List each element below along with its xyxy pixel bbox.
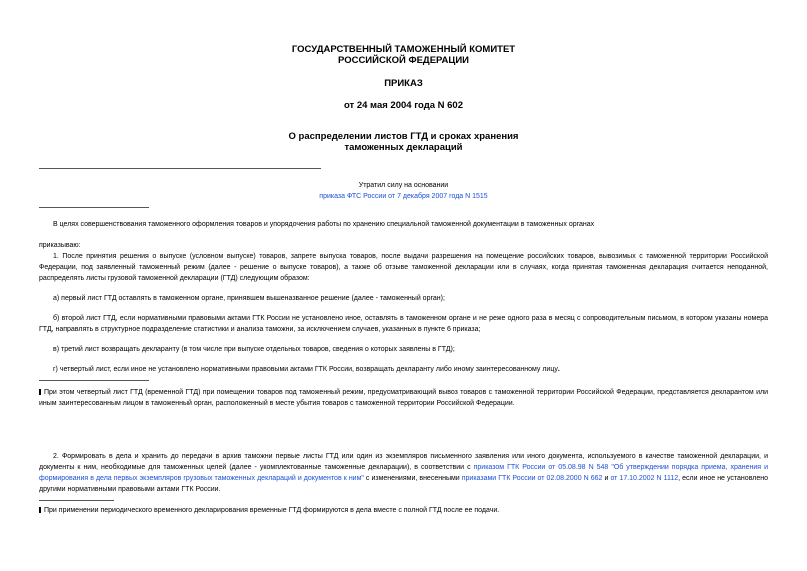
item-1: 1. После принятия решения о выпуске (условном выпуске) товаров, запрете выпуска товаров, после выдачи разрешения на помещение российских товаров, вывозимых с таможенной территории Российской Федерации, под заявленный таможенный режим (далее - решение о выпуске товаров), а также об отзыве таможенной декларации или в случаях, когда принятая таможенная декларация считается неподанной, распределять листы грузовой таможенной декларации (ГТД) следующим образом:: [39, 253, 768, 282]
item-2-text-b: с изменениями, внесенными: [363, 475, 462, 482]
item-1a: а) первый лист ГТД оставлять в таможенном органе, принявшем вышеназванное решение (далее - таможенный орган);: [53, 295, 445, 302]
divider-top: [39, 168, 321, 169]
item-1b: б) второй лист ГТД, если нормативными правовыми актами ГТК России не установлено иное, оставлять в таможенном органе и не реже одного раза в месяц с сопроводительным письмом, в котором указаны номера ГТД, направлять в структурное подразделение статистики и анализа таможни, за исключением случаев, указанных в пункте 6 приказа;: [39, 315, 768, 333]
item-1d-end: .: [557, 366, 560, 373]
footnote-2: [39, 505, 768, 516]
divider-status: [39, 207, 149, 208]
divider-footnote1: [39, 380, 149, 381]
footnote-marker-1: [39, 389, 41, 395]
footnote-2-text: При применении периодического временного декларирования временные ГТД формируются в дела вместе с полной ГТД после ее подачи.: [44, 507, 500, 514]
org-name-line2: РОССИЙСКОЙ ФЕДЕРАЦИИ: [337, 55, 469, 66]
org-name-line1: ГОСУДАРСТВЕННЫЙ ТАМОЖЕННЫЙ КОМИТЕТ: [291, 44, 516, 55]
divider-footnote2: [39, 500, 114, 501]
order-1112-link[interactable]: от 17.10.2002 N 1112: [610, 475, 679, 482]
intro-paragraph: В целях совершенствования таможенного оформления товаров и упорядочения работы по хранению специальной таможенной документации в таможенных органах: [53, 221, 595, 228]
footnote-1: [39, 387, 768, 409]
item-2-text-a: 2. Формировать в дела и хранить до передачи в архив таможни первые листы ГТД или один из экземпляров письменного заявления или иного документа, используемого в качестве таможенной декларации, и документы к ним, необходимые для таможенных целей (далее - укомплектованные таможенные декларации), в соответствии с: [39, 453, 768, 471]
item-2: [39, 451, 768, 495]
doc-date: от 24 мая 2004 года N 602: [343, 100, 464, 111]
status-line: Утратил силу на основании: [358, 182, 449, 189]
item-1c: в) третий лист возвращать декларанту (в том числе при выпуске отдельных товаров, сведения о которых заявлены в ГТД);: [53, 346, 455, 353]
doc-title-line2: таможенных деклараций: [344, 142, 463, 153]
footnote-1-text: При этом четвертый лист ГТД (временной ГТД) при помещении товаров под таможенный режим, предусматривающий вывоз товаров с таможенной территории Российской Федерации, представляется декларантом или иным заинтересованным лицом в таможенный орган, расположенный в месте убытия товаров с таможенной территории Российской Федерации.: [39, 389, 768, 407]
repeal-order-link[interactable]: приказа ФТС России от 7 декабря 2007 года N 1515: [319, 193, 488, 200]
footnote-marker-2: [39, 507, 41, 513]
status-note: [0, 180, 807, 202]
order-word: приказываю:: [39, 242, 81, 249]
doc-title-line1: О распределении листов ГТД и сроках хранения: [288, 131, 519, 142]
item-2-text-c: и: [602, 475, 611, 482]
order-548-link[interactable]: приказом ГТК России от 05.08.98 N 548 "Об утверждении порядка приема, хранения и формирования в дела первых экземпляров грузовых таможенных деклараций и документов к ним": [39, 464, 768, 482]
item-1d-text: г) четвертый лист, если иное не установлено нормативными правовыми актами ГТК России, возвращать декларанту либо иному заинтересованному лицу: [53, 366, 558, 373]
order-662-link[interactable]: приказами ГТК России от 02.08.2000 N 662: [461, 475, 603, 482]
item-2-text-d: , если иное не установлено другими нормативными правовыми актами ГТК России.: [39, 475, 768, 493]
doc-type: ПРИКАЗ: [384, 78, 423, 89]
item-1d: [39, 364, 768, 375]
